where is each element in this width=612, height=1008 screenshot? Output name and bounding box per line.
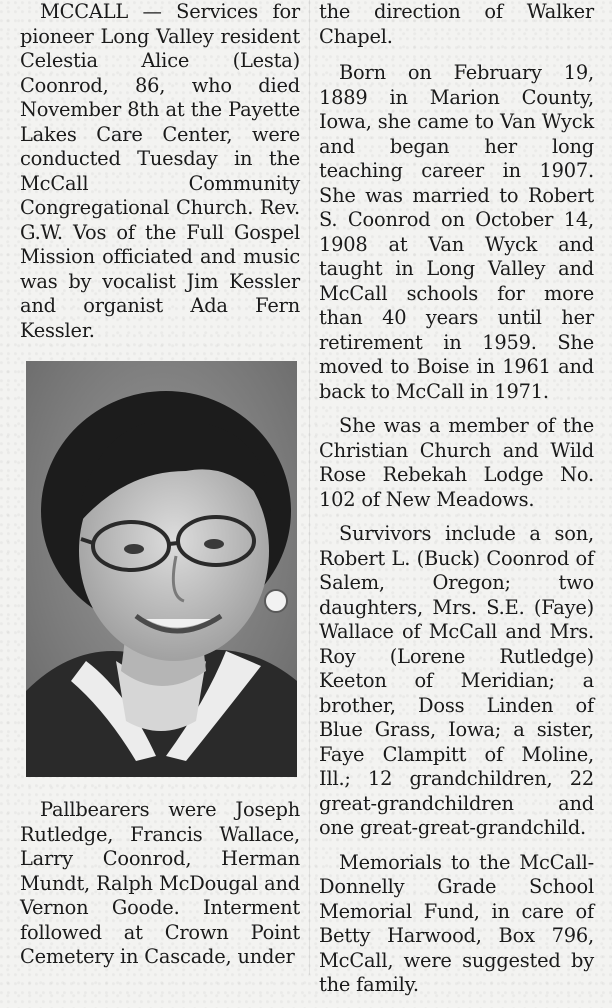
continuation-paragraph: the direction of Walker Chapel. xyxy=(319,0,594,48)
column-divider xyxy=(309,0,310,975)
left-column-bottom xyxy=(20,798,300,970)
portrait-icon xyxy=(26,361,297,777)
obituary-intro: MCCALL — Services for pioneer Long Valley resident Celestia Alice (Lesta) Coonrod, 86, who died November 8th at the Payette Lakes Care Center, were conducted Tuesday in the McCall Community Congregational Church. Rev. G.W. Vos of the Full Gospel Mission officiated and music was by vocalist Jim Kessler and organist Ada Fern Kessler. xyxy=(20,0,300,342)
memorials-paragraph: Memorials to the McCall-Donnelly Grade School Memorial Fund, in care of Betty Harwood, Box 796, McCall, were suggested by the family. xyxy=(319,850,594,996)
portrait-photo xyxy=(26,361,297,777)
survivors-paragraph: Survivors include a son, Robert L. (Buck) Coonrod of Salem, Oregon; two daughters, Mrs. S.E. (Faye) Wallace of McCall and Mrs. Roy (Lorene Rutledge) Keeton of Meridian; a brother, Doss Linden of Blue Grass, Iowa; a sister, Faye Clampitt of Moline, Ill.; 12 grandchildren, 22 great-grandchildren and one great-great-grandchild. xyxy=(319,522,594,839)
left-column xyxy=(20,0,300,343)
right-column xyxy=(319,0,594,1008)
membership-paragraph: She was a member of the Christian Church and Wild Rose Rebekah Lodge No. 102 of New Meadows. xyxy=(319,414,594,511)
pallbearers-paragraph: Pallbearers were Joseph Rutledge, Francis Wallace, Larry Coonrod, Herman Mundt, Ralph McDougal and Vernon Goode. Interment followed at Crown Point Cemetery in Cascade, under xyxy=(20,798,300,968)
born-paragraph: Born on February 19, 1889 in Marion County, Iowa, she came to Van Wyck and began her long teaching career in 1907. She was married to Robert S. Coonrod on October 14, 1908 at Van Wyck and taught in Long Valley and McCall schools for more than 40 years until her retirement in 1959. She moved to Boise in 1961 and back to McCall in 1971. xyxy=(319,61,594,403)
